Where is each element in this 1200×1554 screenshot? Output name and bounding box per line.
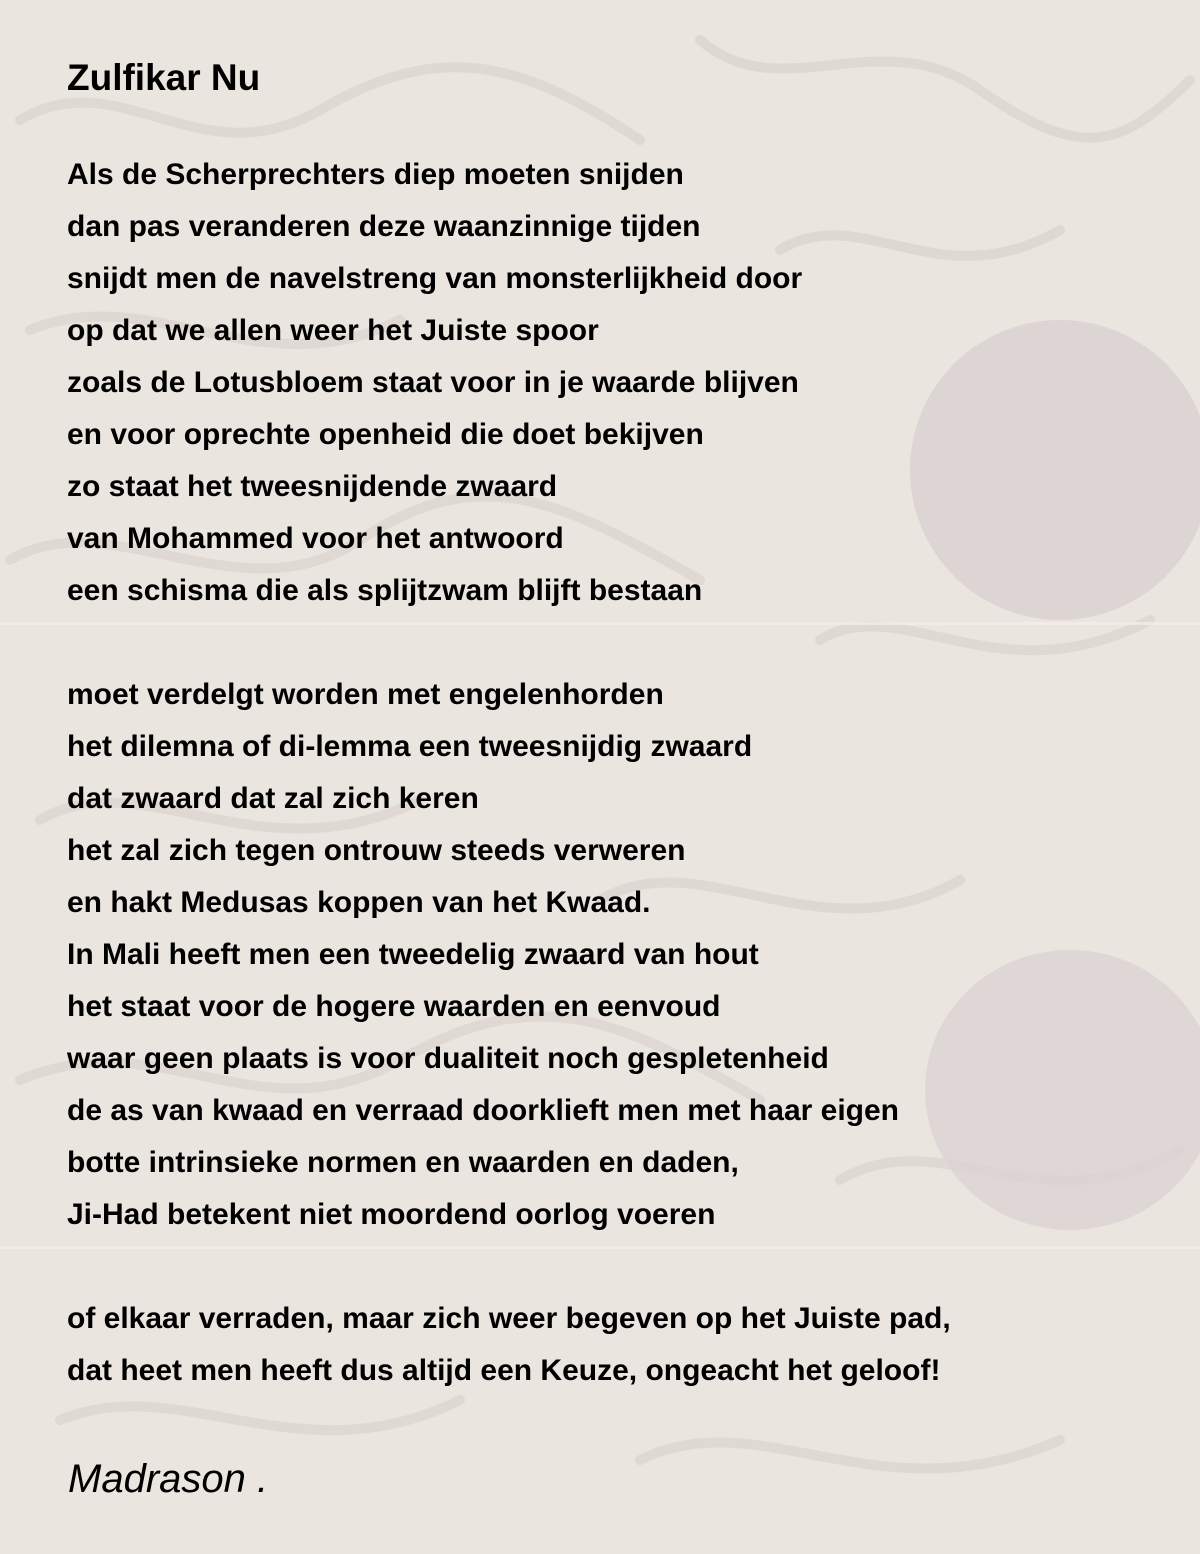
poem-title: Zulfikar Nu	[67, 57, 261, 98]
stanza-1	[67, 149, 802, 617]
poem-line: het dilemna of di-lemma een tweesnijdig zwaard	[67, 730, 753, 763]
poem-line: op dat we allen weer het Juiste spoor	[67, 314, 599, 347]
poem-line: het staat voor de hogere waarden en eenvoud	[67, 990, 721, 1023]
poem-line: Ji-Had betekent niet moordend oorlog voeren	[67, 1198, 716, 1231]
poem-line: van Mohammed voor het antwoord	[67, 522, 564, 555]
poem-line: Als de Scherprechters diep moeten snijden	[67, 158, 684, 191]
poem-line: zo staat het tweesnijdende zwaard	[67, 470, 558, 503]
poem-line: moet verdelgt worden met engelenhorden	[67, 678, 664, 711]
poem-line: en voor oprechte openheid die doet bekijven	[67, 418, 704, 451]
poem-line: snijdt men de navelstreng van monsterlijkheid door	[67, 262, 803, 295]
poem-line: botte intrinsieke normen en waarden en daden,	[67, 1146, 739, 1179]
poem-line: het zal zich tegen ontrouw steeds verweren	[67, 834, 686, 867]
stanza-2	[67, 669, 899, 1241]
poem-line: de as van kwaad en verraad doorklieft men met haar eigen	[67, 1094, 899, 1127]
poem-line: dat zwaard dat zal zich keren	[67, 782, 479, 815]
poem-line: dan pas veranderen deze waanzinnige tijden	[67, 210, 701, 243]
poem-line: of elkaar verraden, maar zich weer begeven op het Juiste pad,	[67, 1302, 951, 1335]
poem-line: waar geen plaats is voor dualiteit noch gespletenheid	[67, 1042, 829, 1075]
poem-author: Madrason .	[68, 1457, 269, 1501]
poem-line: en hakt Medusas koppen van het Kwaad.	[67, 886, 651, 919]
poem-line: zoals de Lotusbloem staat voor in je waarde blijven	[67, 366, 799, 399]
poem-line: een schisma die als splijtzwam blijft bestaan	[67, 574, 703, 607]
poem-line: In Mali heeft men een tweedelig zwaard van hout	[67, 938, 759, 971]
stanza-3	[67, 1293, 951, 1397]
poem-line: dat heet men heeft dus altijd een Keuze, ongeacht het geloof!	[67, 1354, 941, 1387]
